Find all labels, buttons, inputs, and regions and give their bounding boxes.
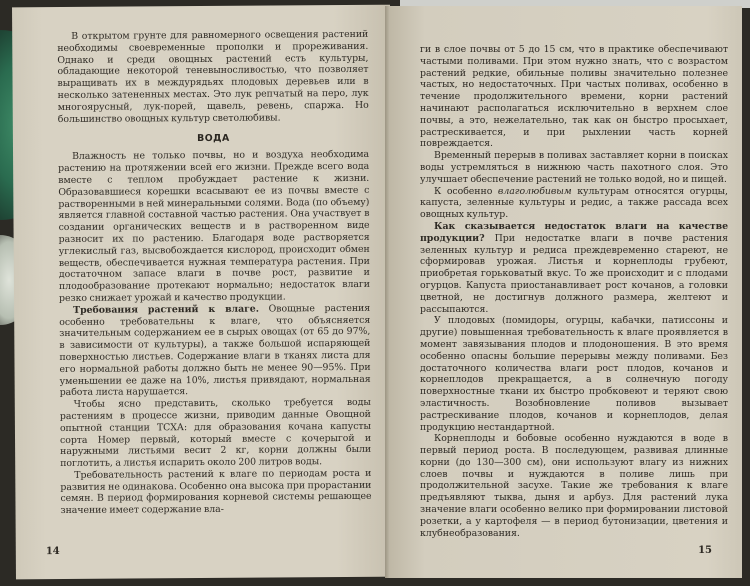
left-paragraph-3-text: Овощные растения особенно требовательны к влаге, что объясняется значительным содержанием ее в сырых овощах (от 65 до 97%, в зависимости от культуры), а также большой испаряющей поверхностью листьев. Содержание влаги в тканях листа для его нормальной работы должно быть не менее 90—95%. При уменьшении ее даже на 10%, листья привядают, нормальная работа листа нарушается. — [59, 302, 371, 399]
page-number-right: 15 — [698, 545, 712, 556]
right-page — [390, 6, 742, 578]
left-paragraph-4: Чтобы ясно представить, сколько требуется воды растениям в процессе жизни, приводим данные Овощной опытной станции ТСХА: для образования кочана капусты сорта Номер первый, который вместе с кочерыгой и наружными листьями весит 2 кг, корни должны были поглотить, а листья испарить около 200 литров воды. — [59, 396, 372, 470]
right-paragraph-3-start: К особенно — [434, 185, 498, 197]
right-paragraph-4 — [420, 221, 728, 315]
left-paragraph-5: Требовательность растений к влаге по периодам роста и развития не одинакова. Особенно она высока при прорастании семян. В период формирования корневой системы решающее значение имеет содержание вла- — [60, 467, 372, 517]
section-heading-water: ВОДА — [197, 133, 230, 145]
subheading-water-requirements: Требования растений к влаге. — [73, 303, 259, 316]
right-paragraph-2: Временный перерыв в поливах заставляет корни в поисках воды устремляться в нижнюю часть пахотного слоя. Это улучшает обеспечение растений не только водой, но и пищей. — [420, 150, 728, 185]
right-paragraph-6: Корнеплоды и бобовые особенно нуждаются в воде в первый период роста. В последующем, развивая длинные корни (до 130—300 см), они используют влагу из нижних слоев почвы и нуждаются в поливе лишь при продолжительной засухе. Такие же требования к влаге предъявляют тыква, дыня и арбуз. Для растений лука значение влаги особенно велико при формировании листовой розетки, а у картофеля — в период бутонизации, цветения и клубнеобразования. — [420, 433, 728, 539]
left-page — [12, 5, 394, 580]
subheading-moisture-deficit: Как сказывается недостаток влаги на качестве продукции? — [420, 220, 728, 244]
emphasis-moisture-loving: влаголюбивым — [497, 185, 572, 197]
right-paragraph-1: ги в слое почвы от 5 до 15 см, что в практике обеспечивают частыми поливами. При этом нужно знать, что с возрастом растений редкие, обильные поливы значительно полезнее частых, но недостаточных. При частых поливах, особенно в течение продолжительного времени, корни растений начинают располагаться исключительно в верхнем слое почвы, а это, нежелательно, так как он быстро просыхает, растрескивается, и при рыхлении часть корней повреждается. — [420, 44, 728, 150]
page-number-left: 14 — [45, 546, 60, 558]
right-paragraph-4-text: При недостатке влаги в почве растения зеленных культур и редиса преждевременно стареют, не сформировав урожая. Листья и корнеплоды грубеют, приобретая горьковатый вкус. То же происходит и с плодами огурцов. Капуста приостанавливает рост кочанов, а головки цветной, не достигнув должного размера, желтеют и рассыпаются. — [420, 232, 728, 315]
right-paragraph-5: У плодовых (помидоры, огурцы, кабачки, патиссоны и другие) повышенная требовательность к влаге проявляется в момент завязывания плодов и плодоношения. В это время особенно опасны большие перерывы между поливами. Без достаточного количества влаги рост плодов, кочанов и корнеплодов прекращается, а в солнечную погоду поверхностные ткани их быстро пробковеют и теряют свою эластичность. Возобновление поливов вызывает растрескивание плодов, кочанов и корнеплодов, делая продукцию нестандартной. — [420, 315, 728, 433]
right-paragraph-3-end: культурам относятся огурцы, капуста, зеленные культуры и редис, а также рассада всех овощных культур. — [420, 185, 728, 221]
right-paragraph-3 — [420, 186, 728, 221]
left-paragraph-2: Влажность не только почвы, но и воздуха необходима растению на протяжении всей его жизни. Прежде всего вода вместе с теплом пробуждает растение к жизни. Образовавшиеся корешки всасывают ее из почвы вместе с растворенными в ней минеральными солями. Вода (по объему) является главной составной частью растения. Она участвует в создании органических веществ и в растворенном виде разносит их по растению. Благодаря воде растворяется углекислый газ, высвобождается кислород, происходит обмен веществ, обеспечивается нужная температура растения. При достаточном запасе влаги в почве рост, развитие и плодообразование протекают нормально; недостаток влаги резко снижает урожай и качество продукции. — [58, 149, 370, 304]
left-paragraph-3 — [59, 303, 371, 400]
left-paragraph-1: В открытом грунте для равномерного освещения растений необходимы своевременные прополки и прореживания. Однако и среди овощных растений есть культуры, обладающие некоторой теневыносливостью, что позволяет выращивать их в междурядьях плодовых деревьев или в несколько затененных местах. Это лук репчатый на перо, лук многоярусный, лук-порей, щавель, ревень, спаржа. Но большинство овощных культур светолюбивы. — [57, 28, 369, 125]
